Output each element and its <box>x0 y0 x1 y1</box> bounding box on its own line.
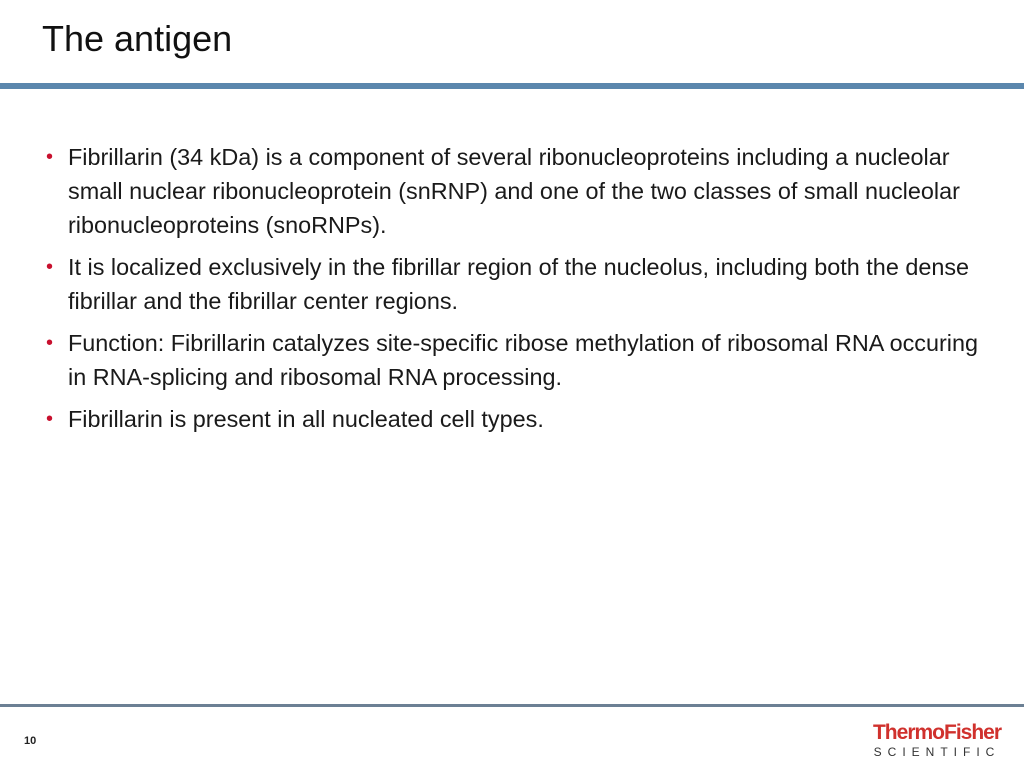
bullet-dot-icon: • <box>46 146 54 168</box>
bullet-dot-icon: • <box>46 256 54 278</box>
footer-divider <box>0 704 1024 707</box>
thermofisher-logo <box>862 722 1012 762</box>
bullet-item <box>44 140 984 242</box>
bullet-text: Function: Fibrillarin catalyzes site-specific ribose methylation of ribosomal RNA occuring in RNA-splicing and ribosomal RNA processing. <box>68 330 978 390</box>
bullet-item <box>44 250 984 318</box>
bullet-text: Fibrillarin is present in all nucleated cell types. <box>68 406 544 432</box>
bullet-item <box>44 326 984 394</box>
bullet-text: It is localized exclusively in the fibrillar region of the nucleolus, including both the dense fibrillar and the fibrillar center regions. <box>68 254 970 314</box>
page-number: 10 <box>24 735 37 747</box>
title-divider <box>0 83 1024 89</box>
bullet-dot-icon: • <box>46 408 54 430</box>
logo-wordmark: ThermoFisher <box>872 721 1002 744</box>
bullet-list <box>44 140 984 444</box>
logo-subtitle: SCIENTIFIC <box>873 745 1001 759</box>
bullet-item <box>44 402 984 436</box>
bullet-text: Fibrillarin (34 kDa) is a component of several ribonucleoproteins including a nucleolar small nuclear ribonucleoprotein (snRNP) and one of the two classes of small nucleolar ribonucleoproteins (snoRNPs). <box>68 144 960 238</box>
slide-title: The antigen <box>42 18 233 59</box>
bullet-dot-icon: • <box>46 332 54 354</box>
